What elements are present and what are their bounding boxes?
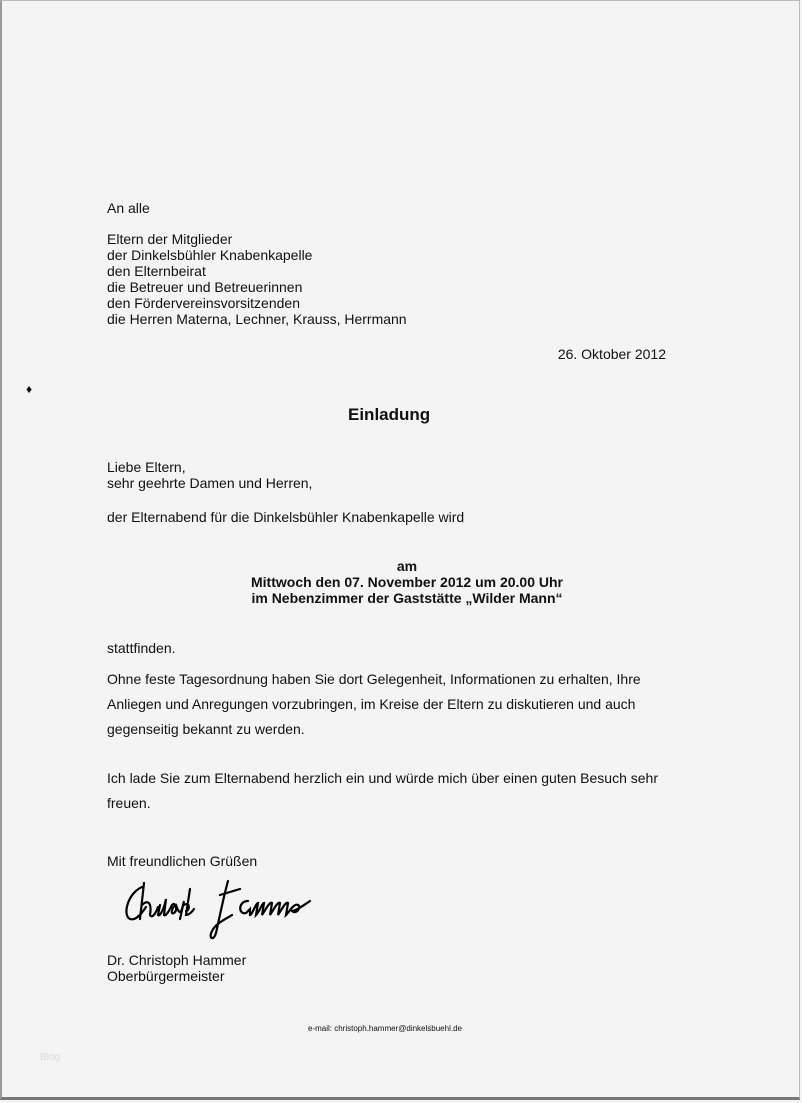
recipient: die Betreuer und Betreuerinnen [107, 279, 303, 295]
event-details [0, 558, 802, 606]
signature [120, 875, 340, 945]
recipient: die Herren Materna, Lechner, Krauss, Herrmann [107, 311, 407, 327]
event-line: im Nebenzimmer der Gaststätte „Wilder Mann“ [251, 590, 563, 606]
event-line: Mittwoch den 07. November 2012 um 20.00 Uhr [251, 574, 563, 590]
greeting [107, 459, 312, 491]
paragraph-line: gegenseitig bekannt zu werden. [107, 721, 305, 737]
intro: der Elternabend für die Dinkelsbühler Knabenkapelle wird [107, 509, 465, 525]
event-line: am [396, 558, 418, 574]
paragraph-line: Ich lade Sie zum Elternabend herzlich ein und würde mich über einen guten Besuch sehr [107, 770, 658, 786]
recipient-list [107, 231, 407, 327]
recipient: der Dinkelsbühler Knabenkapelle [107, 247, 313, 263]
recipient: den Elternbeirat [107, 263, 206, 279]
greeting-line: Liebe Eltern, [107, 459, 186, 475]
letter-title: Einladung [348, 405, 431, 424]
recipient: Eltern der Mitglieder [107, 231, 233, 247]
paragraph-1 [107, 667, 641, 742]
closing: Mit freundlichen Grüßen [107, 853, 258, 869]
signer-title: Oberbürgermeister [107, 968, 225, 984]
greeting-line: sehr geehrte Damen und Herren, [107, 475, 313, 491]
salutation-to: An alle [107, 200, 150, 216]
paragraph-line: Ohne feste Tagesordnung haben Sie dort Gelegenheit, Informationen zu erhalten, Ihre [107, 671, 641, 687]
paragraph-2 [107, 766, 658, 816]
watermark: Blog [40, 1052, 61, 1063]
paragraph-line: Anliegen und Anregungen vorzubringen, im Kreise der Eltern zu diskutieren und auch [107, 696, 636, 712]
signer-name: Dr. Christoph Hammer [107, 952, 247, 968]
letter-date: 26. Oktober 2012 [557, 346, 666, 362]
email-footer: e-mail: christoph.hammer@dinkelsbuehl.de [308, 1024, 462, 1033]
scan-mark: ♦ [26, 382, 33, 396]
recipient: den Fördervereinsvorsitzenden [107, 295, 300, 311]
paragraph-line: freuen. [107, 795, 151, 811]
stattfinden: stattfinden. [107, 640, 176, 656]
